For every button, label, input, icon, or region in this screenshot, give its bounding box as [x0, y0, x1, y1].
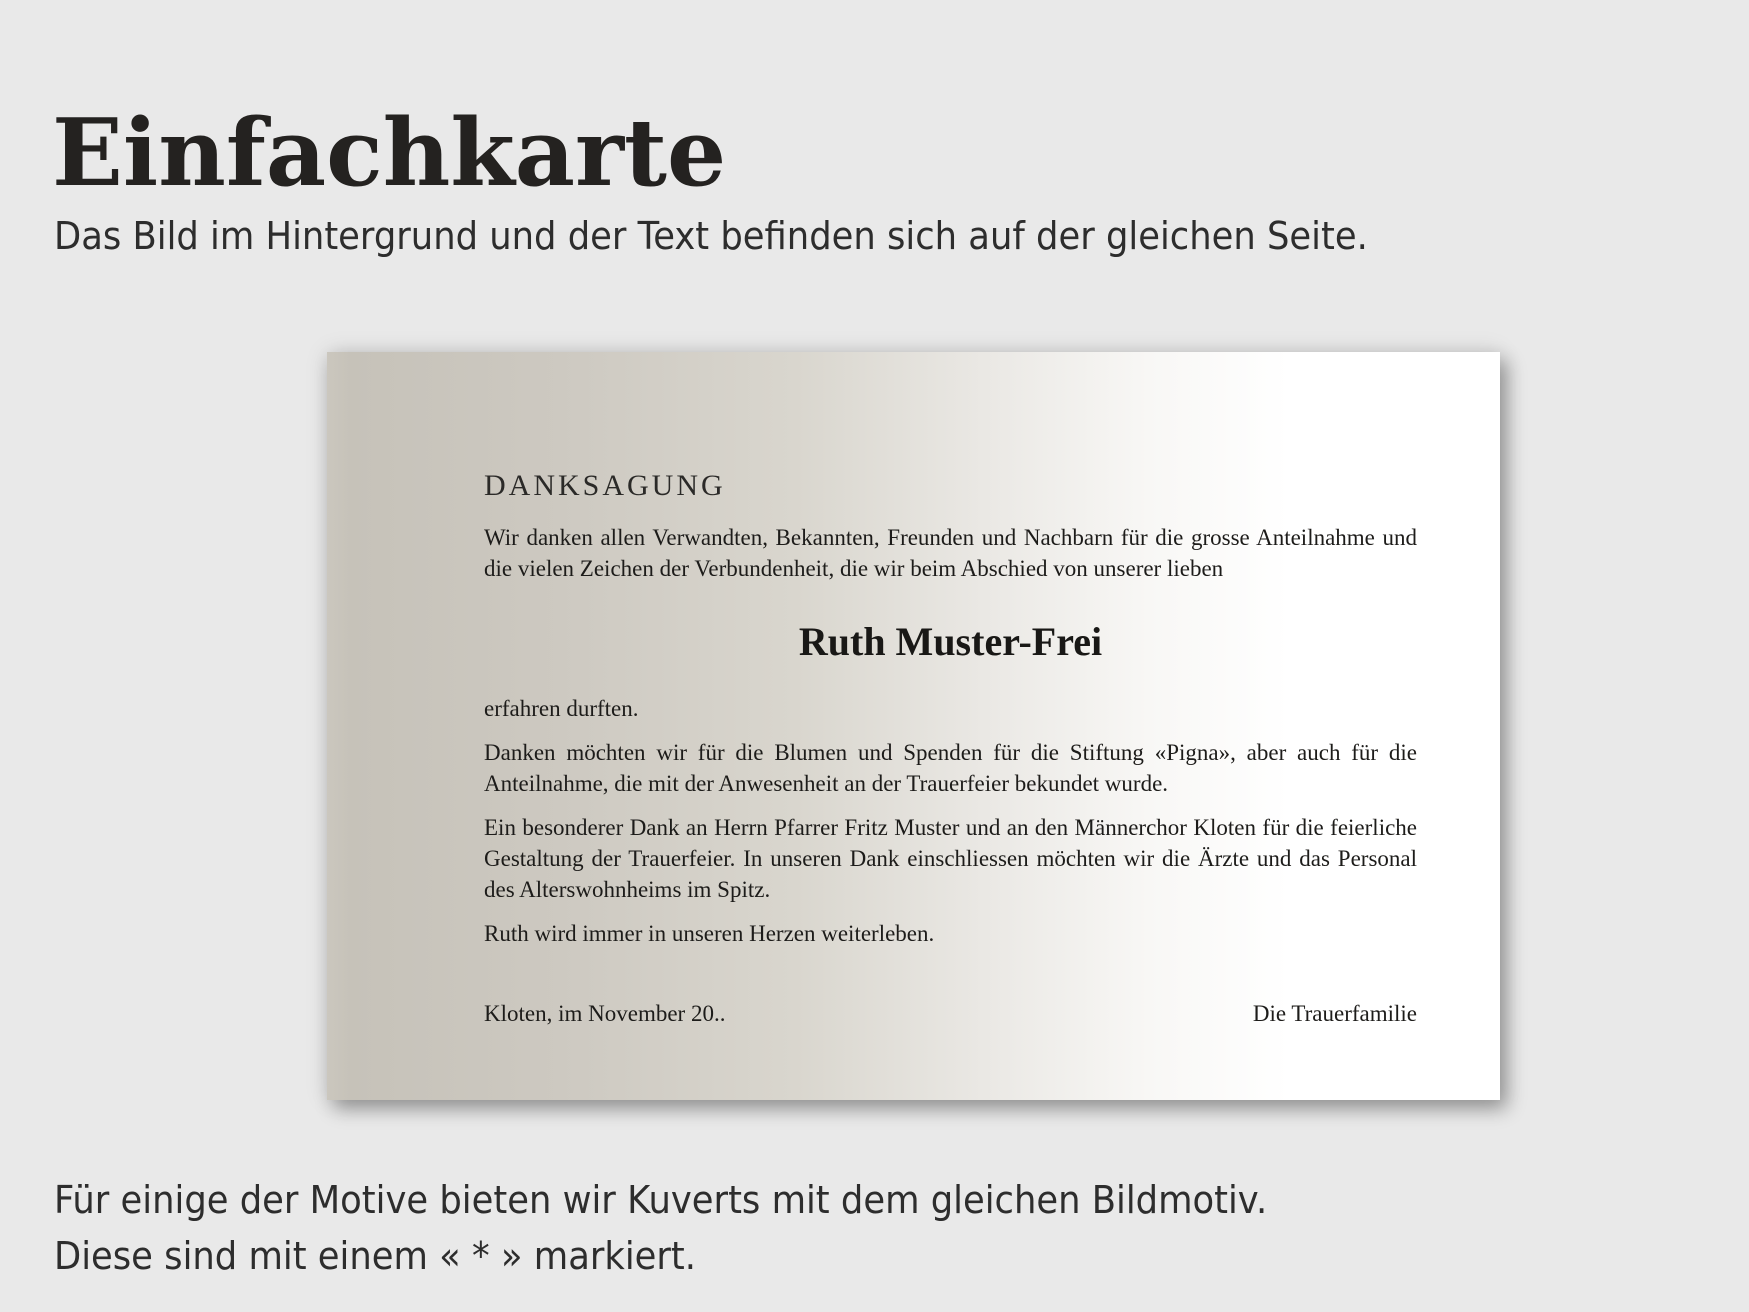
deceased-name: Ruth Muster-Frei — [798, 619, 1103, 664]
card-footer-row — [484, 998, 1417, 1029]
page-subtitle: Das Bild im Hintergrund und der Text befinden sich auf der gleichen Seite. — [54, 214, 1368, 258]
memorial-card-preview — [327, 352, 1500, 1100]
footer-note-line-1: Für einige der Motive bieten wir Kuverts mit dem gleichen Bildmotiv. — [54, 1178, 1268, 1222]
footer-note-line-2: Diese sind mit einem « * » markiert. — [54, 1234, 697, 1278]
footer-note — [54, 1172, 1267, 1284]
card-paragraph: Ein besonderer Dank an Herrn Pfarrer Fritz Muster und an den Männerchor Kloten für die feierliche Gestaltung der Trauerfeier. In unseren Dank einschliessen möchten wir die Ärzte und das Personal des Alterswohnheims im Spitz. — [484, 815, 1417, 902]
card-intro-paragraph: Wir danken allen Verwandten, Bekannten, Freunden und Nachbarn für die grosse Anteilnahme und die vielen Zeichen der Verbundenheit, die wir beim Abschied von unserer lieben — [484, 525, 1417, 581]
card-paragraph: Danken möchten wir für die Blumen und Spenden für die Stiftung «Pigna», aber auch für die Anteilnahme, die mit der Anwesenheit an der Trauerfeier bekundet wurde. — [484, 740, 1417, 796]
card-paragraph: Ruth wird immer in unseren Herzen weiterleben. — [484, 921, 935, 946]
card-signature: Die Trauerfamilie — [1252, 1001, 1417, 1026]
page-title: Einfachkarte — [52, 98, 727, 208]
card-paragraph: erfahren durften. — [484, 696, 639, 721]
card-place-date: Kloten, im November 20.. — [484, 1001, 726, 1026]
card-heading: DANKSAGUNG — [484, 469, 726, 502]
